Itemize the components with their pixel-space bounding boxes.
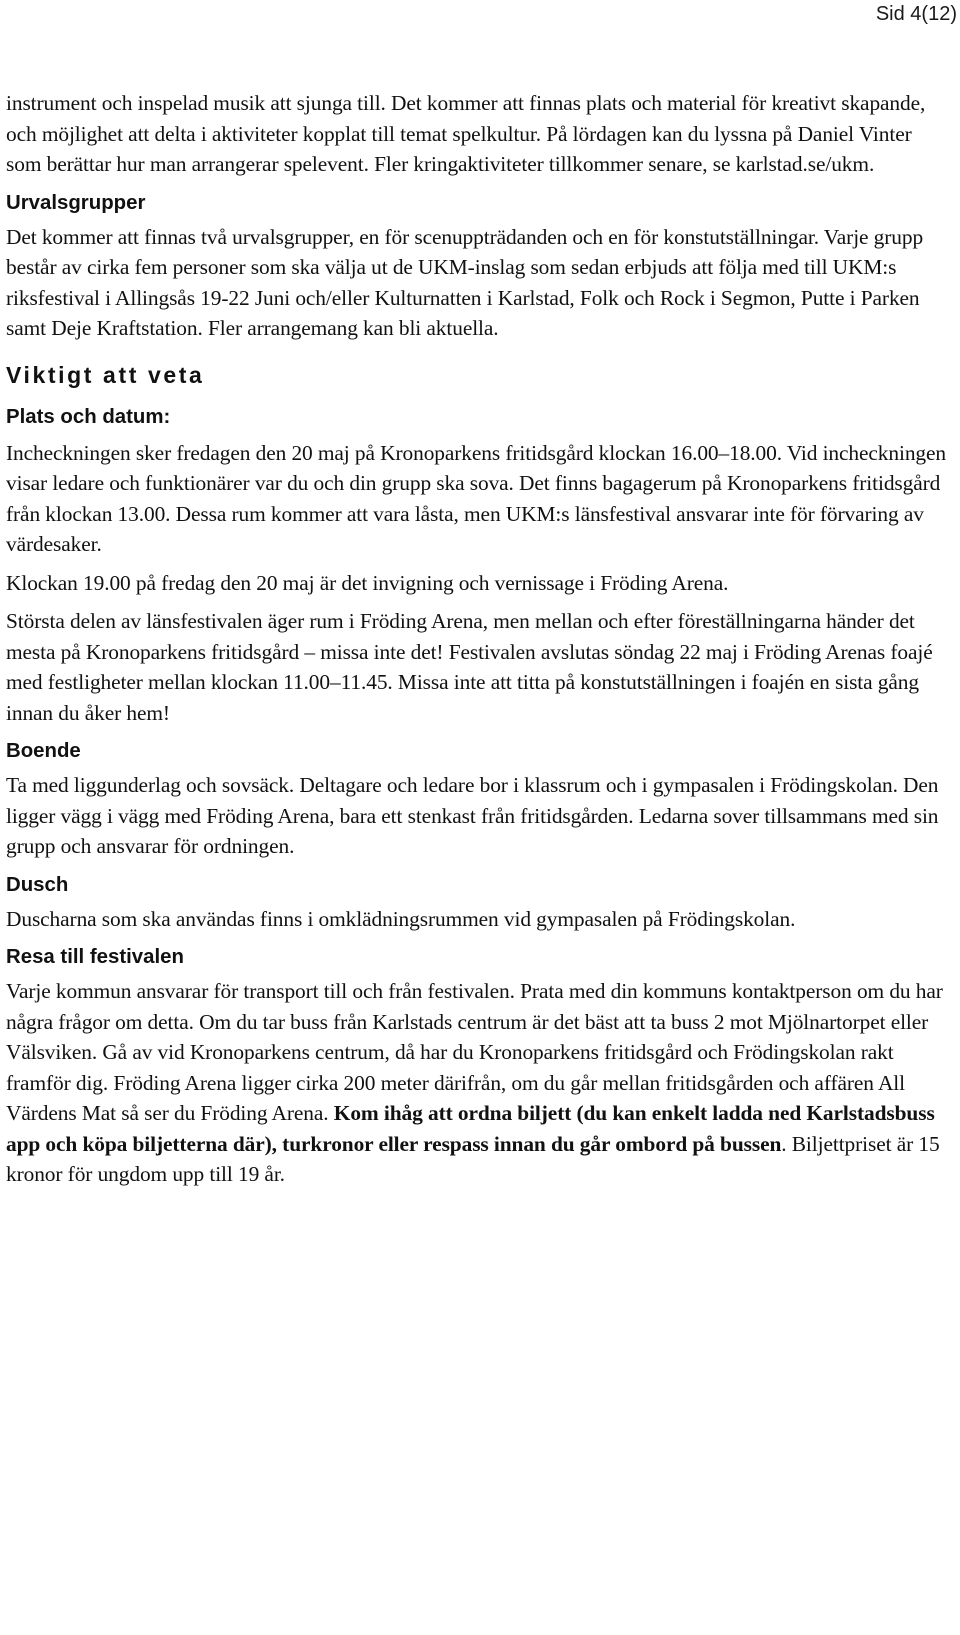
plats-paragraph-1: Incheckningen sker fredagen den 20 maj på Kronoparkens fritidsgård klockan 16.00–18.00. Vid incheckningen visar ledare och funktionärer var du och din grupp ska sova. Det finns bagagerum på Kronoparkens fritidsgård från klockan 13.00. Dessa rum kommer att vara låsta, men UKM:s länsfestival ansvarar inte för förvaring av värdesaker. — [6, 440, 947, 556]
urvalsgrupper-heading: Urvalsgrupper — [6, 191, 146, 214]
resa-text-start: Varje kommun ansvarar för transport till och från festivalen. Prata med din kommuns kontaktperson om du har några frågor om detta. Om du tar buss från Karlstads centrum är det bäst att ta buss 2 mot Mjölnartorpet eller Välsviken. Gå av vid Kronoparkens centrum, då har du Kronoparkens fritidsgård och Frödingskolan rakt framför dig. Fröding Arena ligger cirka 200 meter därifrån, om du går mellan fritidsgården och affären All Värdens Mat så ser du Fröding Arena. — [6, 979, 943, 1125]
dusch-paragraph: Duscharna som ska användas finns i omklädningsrummen vid gympasalen på Frödingskolan. — [6, 906, 796, 931]
viktigt-heading: Viktigt att veta — [6, 361, 205, 388]
resa-heading: Resa till festivalen — [6, 946, 184, 968]
plats-heading: Plats och datum: — [6, 405, 171, 428]
plats-paragraph-2: Klockan 19.00 på fredag den 20 maj är det invigning och vernissage i Fröding Arena. — [6, 570, 729, 595]
resa-paragraph — [6, 976, 951, 1190]
page-number: Sid 4(12) — [875, 3, 957, 25]
boende-heading: Boende — [6, 740, 81, 762]
resa-text-end: . Biljettpriset är 15 kronor för ungdom upp till 19 år. — [6, 1131, 940, 1186]
document-body — [6, 88, 951, 1190]
urvalsgrupper-paragraph: Det kommer att finnas två urvalsgrupper, en för scenuppträdanden och en för konstutställningar. Varje grupp består av cirka fem personer som ska välja ut de UKM-inslag som sedan erbjuds att följa med till UKM:s riksfestival i Allingsås 19-22 Juni och/eller Kulturnatten i Karlstad, Folk och Rock i Segmon, Putte i Parken samt Deje Kraftstation. Fler arrangemang kan bli aktuella. — [6, 224, 924, 340]
boende-paragraph: Ta med liggunderlag och sovsäck. Deltagare och ledare bor i klassrum och i gympasalen i Frödingskolan. Den ligger vägg i vägg med Fröding Arena, bara ett stenkast från fritidsgården. Ledarna sover tillsammans med sin grupp och ansvarar för ordningen. — [6, 773, 939, 858]
plats-paragraph-3: Största delen av länsfestivalen äger rum i Fröding Arena, men mellan och efter föreställningarna händer det mesta på Kronoparkens fritidsgård – missa inte det! Festivalen avslutas söndag 22 maj i Fröding Arenas foajé med festligheter mellan klockan 11.00–11.45. Missa inte att titta på konstutställningen i foajén en sista gång innan du åker hem! — [6, 609, 933, 725]
intro-paragraph: instrument och inspelad musik att sjunga till. Det kommer att finnas plats och material för kreativt skapande, och möjlighet att delta i aktiviteter kopplat till temat spelkultur. På lördagen kan du lyssna på Daniel Vinter som berättar hur man arrangerar spelevent. Fler kringaktiviteter tillkommer senare, se karlstad.se/ukm. — [6, 91, 926, 176]
resa-text-bold: Kom ihåg att ordna biljett (du kan enkelt ladda ned Karlstadsbuss app och köpa biljetterna där), turkronor eller respass innan du går ombord på bussen — [6, 1101, 935, 1156]
dusch-heading: Dusch — [6, 873, 69, 896]
